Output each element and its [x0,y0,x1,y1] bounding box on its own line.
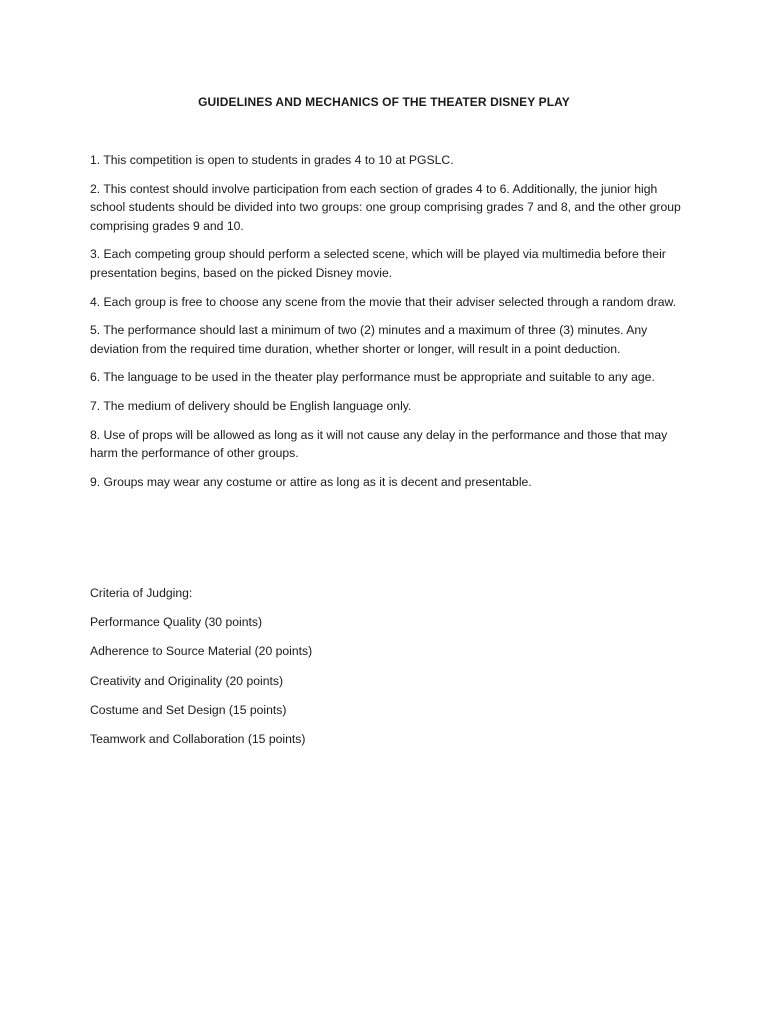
criteria-item: Performance Quality (30 points) [90,615,263,630]
rule-item: 9. Groups may wear any costume or attire as long as it is decent and presentable. [90,474,532,489]
document-title: GUIDELINES AND MECHANICS OF THE THEATER DISNEY PLAY [198,95,570,109]
rule-item: 3. Each competing group should perform a selected scene, which will be played via multimedia before their presentation begins, based on the picked Disney movie. [90,247,666,280]
rules-list [90,151,682,501]
rule-item: 4. Each group is free to choose any scene from the movie that their adviser selected through a random draw. [90,294,676,309]
criteria-item: Teamwork and Collaboration (15 points) [90,731,306,746]
judging-criteria [90,584,682,759]
criteria-item: Costume and Set Design (15 points) [90,702,287,717]
rule-item: 2. This contest should involve participation from each section of grades 4 to 6. Additionally, the junior high school students should be divided into two groups: one group comprising grades 7 and 8, and the other group comprising grades 9 and 10. [90,181,681,233]
rule-item: 7. The medium of delivery should be English language only. [90,398,412,413]
rule-item: 5. The performance should last a minimum of two (2) minutes and a maximum of three (3) minutes. Any deviation from the required time duration, whether shorter or longer, will result in a point deduction. [90,323,648,356]
criteria-heading: Criteria of Judging: [90,586,193,600]
rule-item: 8. Use of props will be allowed as long as it will not cause any delay in the performance and those that may harm the performance of other groups. [90,427,668,461]
criteria-item: Adherence to Source Material (20 points) [90,644,313,659]
rule-item: 6. The language to be used in the theater play performance must be appropriate and suitable to any age. [90,370,655,385]
rule-item: 1. This competition is open to students in grades 4 to 10 at PGSLC. [90,153,454,167]
criteria-item: Creativity and Originality (20 points) [90,673,284,688]
